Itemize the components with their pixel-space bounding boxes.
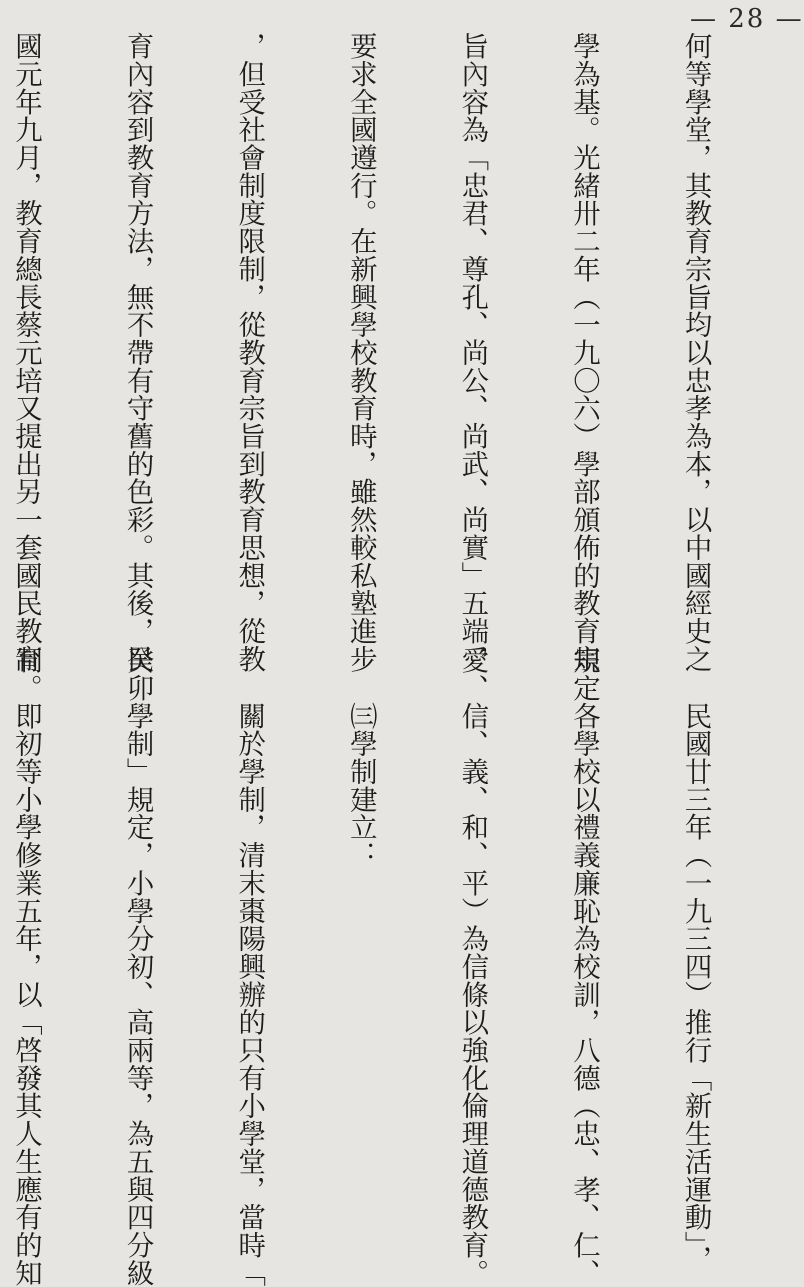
text-column: 規定各學校以禮義廉恥為校訓，八德（忠、孝、仁、	[567, 646, 599, 1287]
text-block-upper	[9, 32, 788, 673]
text-column: ，但受社會制度限制，從教育宗旨到教育思想，從教	[233, 32, 265, 673]
text-column: 何等學堂，其教育宗旨均以忠孝為本，以中國經史之	[679, 32, 711, 673]
text-column: 制。即初等小學修業五年，以「啓發其人生應有的知	[9, 646, 41, 1287]
text-column: 學為基。光緒卅二年（一九〇六）學部頒佈的教育宗	[567, 32, 599, 673]
text-column: 關於學制，清末棗陽興辦的只有小學堂，當時「	[233, 646, 265, 1287]
text-block-lower	[9, 646, 788, 1287]
text-column: 國元年九月，教育總長蔡元培又提出另一套國民教育	[9, 32, 41, 673]
section-heading: ㈢學制建立：	[344, 646, 376, 869]
text-column: 旨內容為「忠君、尊孔、尚公、尚武、尚實」五端，	[456, 32, 488, 673]
text-column: 愛、信、義、和、平）為信條以強化倫理道德教育。	[456, 646, 488, 1287]
page-number: — 28 —	[690, 4, 804, 34]
text-column: 要求全國遵行。在新興學校教育時，雖然較私塾進步	[344, 32, 376, 673]
text-column: 育內容到教育方法，無不帶有守舊的色彩。其後，民	[121, 32, 153, 673]
text-column: 民國廿三年（一九三四）推行「新生活運動」，	[679, 646, 711, 1273]
text-column: 癸卯學制」規定，小學分初、高兩等，為五與四分級	[121, 646, 153, 1287]
